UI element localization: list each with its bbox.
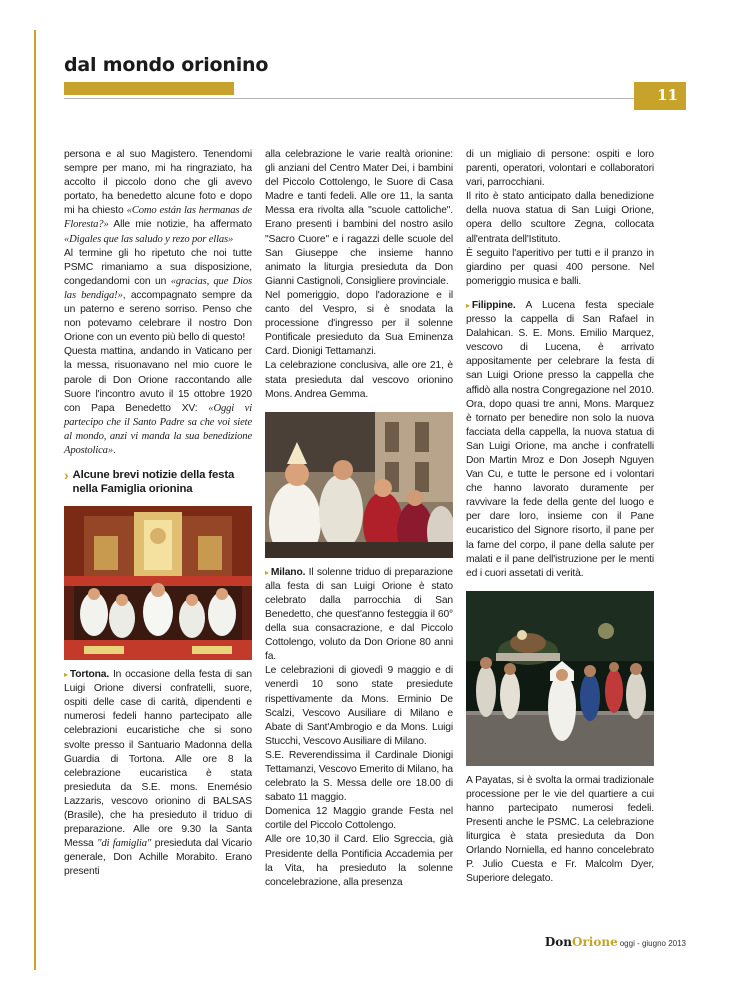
header-rule [64,98,634,99]
paragraph: È seguito l'aperitivo per tutti e il pranzo in giardino per quasi 400 persone. Nel pomeriggio musica e balli. [466,247,654,287]
paragraph: Nel pomeriggio, dopo l'adorazione e il canto del Vespro, si è snodata la processione d'ingresso per il solenne Pontificale presieduto da Sua Eminenza Card. Dionigi Tettamanzi. [265,289,453,358]
column-3 [466,148,654,887]
column-1 [64,148,252,879]
paragraph: alla celebrazione le varie realtà orionine: gli anziani del Centro Mater Dei, i bambini del Piccolo Cottolengo, le Suore di Casa Madre e tanti fedeli. Alle ore 11, la santa Messa era rivolta alla "scuole cattoliche". Erano presenti i bambini del nostro asilo "Sacro Cuore" e i ragazzi delle scuole del San Giuseppe che insieme hanno animato la liturgia presieduta da Don Gianni Castignoli, Consigliere provinciale. [265,149,453,287]
bullet-arrow-icon: ▸ [265,567,269,577]
bullet-arrow-icon: ▸ [64,670,68,680]
paragraph: Le celebrazioni di giovedì 9 maggio e di venerdì 10 sono state presiedute rispettivamente da Mons. Erminio De Scalzi, Vescovo Ausiliare di Milano e Abate di Sant'Ambrogio e da Mons. Luigi Stucchi, Vescovo Ausiliare di Milano. [265,665,453,747]
paragraph: Alle ore 10,30 il Card. Elio Sgreccia, già Presidente della Pontificia Accademia per la Vita, ha presieduto la solenne concelebrazione, alla presenza [265,834,453,888]
section-heading: › Alcune brevi notizie della festa nella Famiglia orionina [64,467,235,496]
bullet-arrow-icon: ▸ [466,300,470,310]
page-number: 11 [657,86,678,104]
paragraph: Questa mattina, andando in Vaticano per la messa, risuonavano nel mio cuore le parole di Don Orione raccontando alle Suore l'incontro avuto il 15 ottobre 1920 con Papa Benedetto XV: «Oggi vi partecipo che il Santo Padre sa che voi siete al mondo, anzi vi manda la sua benedizione Apostolica». [64,346,252,456]
paragraph: Al termine gli ho ripetuto che noi tutte PSMC rimaniamo a sua disposizione, congedandomi con un «gracias, que Dios las bendiga!», accompagnato sempre da un paterno e sereno sorriso. Penso che non potevamo celebrare il nostro Don Orione con un evento più bello di questo! [64,247,252,344]
photo-milano-cardinal [265,412,453,558]
paragraph: Il rito è stato anticipato dalla benedizione della nuova statua di San Luigi Orione, opera dello scultore Zegna, collocata all'entrata dell'Istituto. [466,191,654,245]
column-2 [265,148,453,890]
photo-tortona-altar [64,506,252,660]
paragraph: La celebrazione conclusiva, alle ore 21, è stata presieduta dal vescovo orionino Mons. Andrea Gemma. [265,360,453,400]
paragraph: Domenica 12 Maggio grande Festa nel cortile del Piccolo Cottolengo. [265,806,453,832]
page-title: dal mondo orionino [64,54,269,76]
margin-line [34,30,36,970]
chevron-right-icon: › [64,467,69,484]
paragraph: A Payatas, si è svolta la ormai tradizionale processione per le vie del quartiere a cui hanno partecipato numerosi fedeli. Presenti anche le PSMC. La celebrazione liturgica è stata presieduta da Don Orlando Norniella, ed hanno concelebrato P. Julio Cuesta e Fr. Malcolm Dyer, Superiore delegato. [466,774,654,885]
photo-payatas-procession [466,591,654,766]
paragraph: S.E. Reverendissima il Cardinale Dionigi Tettamanzi, Vescovo Emerito di Milano, ha celebrato la S. Messa delle ore 18.00 di sabato 11 maggio. [265,749,453,804]
footer-brand: DonOrione oggi - giugno 2013 [544,935,686,949]
paragraph: persona e al suo Magistero. Tenendomi sempre per mano, mi ha ringraziato, ha accolto il piccolo dono che gli avevo portato, ha benedetto alcune foto e dopo mi ha chiesto «Como están las hermanas de Floresta?» Alle mie notizie, ha affermato «Digales que las saludo y rezo por ellas» [64,149,252,245]
title-underline [64,82,234,95]
paragraph-milano: ▸ Milano. Il solenne triduo di preparazione alla festa di san Luigi Orione è stato celebrato dalla parrocchia di San Benedetto, che quest'anno festeggia il 60° della sua consacrazione, e dal Piccolo Cottolengo, voluto da Don Orione 80 anni fa. [265,566,453,663]
paragraph-tortona: ▸ Tortona. In occasione della festa di san Luigi Orione diversi confratelli, suore, ospiti delle case di carità, dipendenti e numerosi fedeli hanno partecipato alle celebrazioni eucaristiche che si sono svolte presso il Santuario Madonna della Guardia di Tortona. Alle ore 8 la celebrazione eucaristica è stata presieduta da S.E. mons. Enemésio Lazzaris, vescovo orionino di BALSAS (Brasile), che ha presieduto il triduo di preparazione. Alle ore 9.30 la Santa Messa "di famiglia" presieduta dal Vicario generale, Don Achille Morabito. Erano presenti [64,669,252,878]
paragraph: di un migliaio di persone: ospiti e loro parenti, operatori, volontari e collaboratori vari, parrocchiani. [466,149,654,189]
paragraph-filippine: ▸ Filippine. A Lucena festa speciale presso la cappella di San Rafael in Dalahican. S. E. Mons. Emilio Marquez, vescovo di Lucena, è arrivato appositamente per celebrare la festa di san Luigi Orione presso la cappella che affidò alla nostra Congregazione nel 2010. Ora, dopo quasi tre anni, Mons. Marquez è tornato per benedire non solo la nuova facciata della cappella, la nuova statua di San Luigi Orione, ma anche i confratelli Don Martin Mroz e Don Joseph Nguyen Van Cu, e tutte le persone ed i volontari che hanno lavorato duramente per ravvivare la fede della gente del luogo e per dare loro, insieme con il Pane eucaristico del Signore risorto, il pane per la fame del corpo, il pane della salute per malati e il pane dell'istruzione per le menti ed i cuori assetati di verità. [466,299,654,579]
